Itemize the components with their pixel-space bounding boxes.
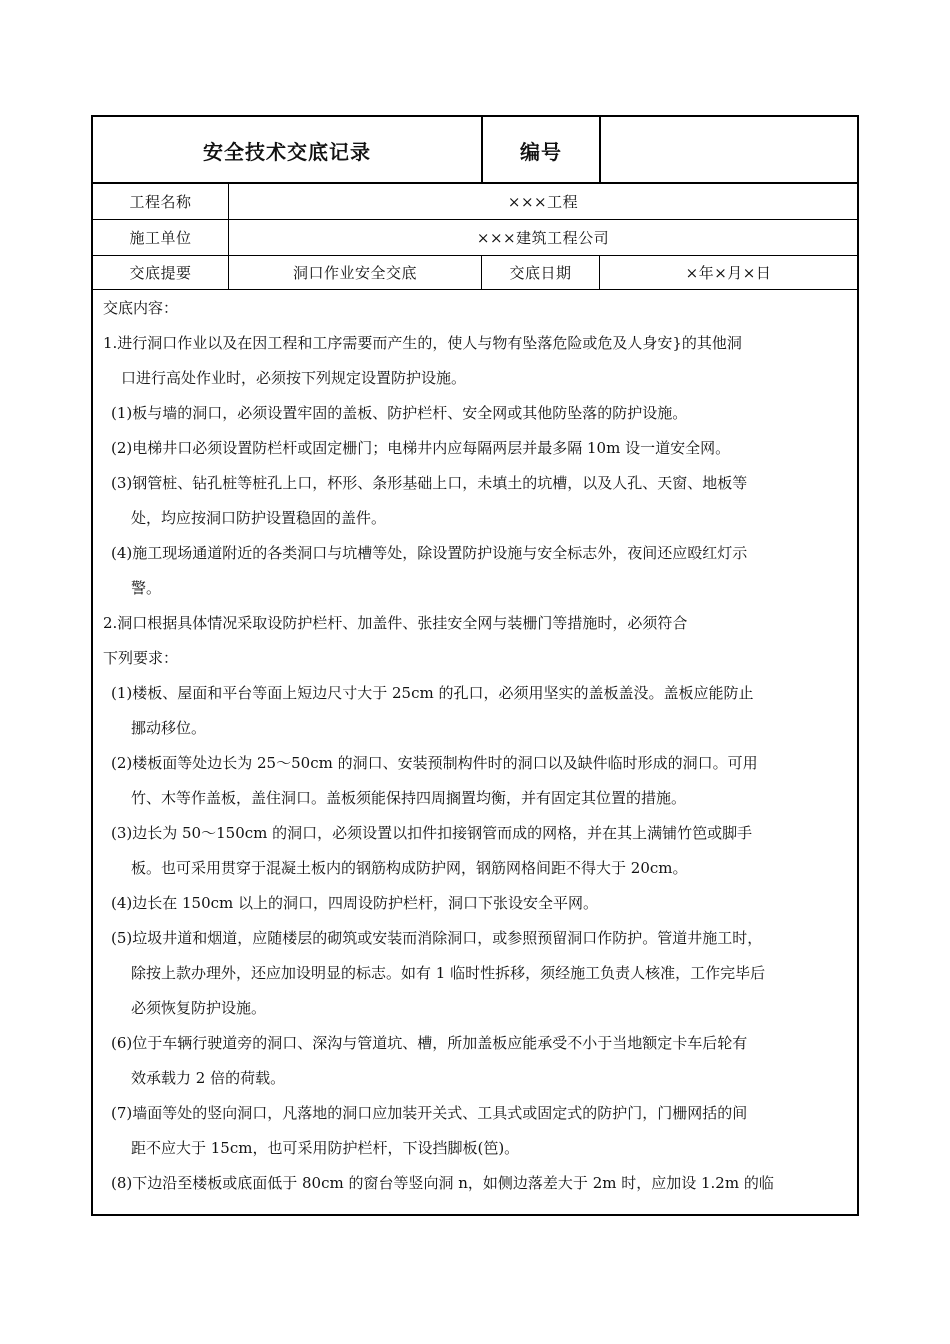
disclosure-summary-value: 洞口作业安全交底 [292,264,417,282]
item-line: (1)板与墙的洞口，必须设置牢固的盖板、防护栏杆、安全网或其他防坠落的防护设施。 [111,404,688,422]
disclosure-content [93,291,857,1201]
section-2-item-7 [101,1096,849,1166]
item-line: (4)施工现场通道附近的各类洞口与坑槽等处，除设置防护设施与安全标志外，夜间还应殴红灯示 [111,544,748,562]
item-line: (7)墙面等处的竖向洞口，凡落地的洞口应加装开关式、工具式或固定式的防护门，门栅网括的间 [111,1104,748,1122]
section-1-line: 1.进行洞口作业以及在因工程和工序需要而产生的，使人与物有坠落危险或危及人身安}的其他洞 [103,334,742,352]
section-2-item-6 [101,1026,849,1096]
section-2-item-2 [101,746,849,816]
construction-company-value: ×××建筑工程公司 [476,229,610,247]
section-2-line: 2.洞口根据具体情况采取设防护栏杆、加盖件、张挂安全网与装栅门等措施时，必须符合 [103,614,688,632]
project-name-label: 工程名称 [129,192,192,211]
item-line: (3)钢管桩、钻孔桩等桩孔上口，杯形、条形基础上口，未填土的坑槽，以及人孔、天窗、地板等 [111,474,748,492]
item-line: (5)垃圾井道和烟道，应随楼层的砌筑或安装而消除洞口，或参照预留洞口作防护。管道井施工时， [111,929,763,947]
section-1 [101,326,849,396]
section-1-item-4 [101,536,849,606]
item-line: (2)电梯井口必须设置防栏杆或固定栅门；电梯井内应每隔两层并最多隔 10m 设一道安全网。 [111,439,731,457]
project-name-value: ×××工程 [507,192,579,211]
section-1-item-2 [101,431,849,466]
table-divider [93,289,857,290]
safety-disclosure-record-table [91,115,859,1216]
section-2-item-4 [101,886,849,921]
content-heading: 交底内容： [103,299,179,317]
item-line: 挪动移位。 [131,719,207,737]
item-line: 效承载力 2 倍的荷载。 [131,1069,286,1087]
item-line: 距不应大于 15cm，也可采用防护栏杆，下设挡脚板(笆)。 [131,1139,520,1157]
number-value [601,117,857,183]
item-line: (8)下边沿至楼板或底面低于 80cm 的窗台等竖向洞 n，如侧边落差大于 2m 时，应加设 1.2m 的临 [111,1174,774,1192]
disclosure-summary-label: 交底提要 [129,264,192,282]
item-line: 板。也可采用贯穿于混凝土板内的钢筋构成防护网，钢筋网格间距不得大于 20cm。 [131,859,688,877]
item-line: 竹、木等作盖板，盖住洞口。盖板须能保持四周搁置均衡，并有固定其位置的措施。 [131,789,687,807]
disclosure-date-value: ×年×月×日 [685,264,772,282]
construction-company-label: 施工单位 [129,229,192,247]
disclosure-date-label: 交底日期 [509,264,572,282]
item-line: 除按上款办理外，还应加设明显的标志。如有 1 临时性拆移，须经施工负责人核准，工作完毕后 [131,964,766,982]
item-line: (3)边长为 50～150cm 的洞口，必须设置以扣件扣接钢管而成的网格，并在其上满铺竹笆或脚手 [111,824,753,842]
section-1-item-3 [101,466,849,536]
item-line: (2)楼板面等处边长为 25～50cm 的洞口、安装预制构件时的洞口以及缺件临时形成的洞口。可用 [111,754,758,772]
section-2-item-1 [101,676,849,746]
section-2-item-8 [101,1166,849,1201]
section-2-line: 下列要求： [103,649,179,667]
section-2 [101,606,849,641]
item-line: 处，均应按洞口防护设置稳固的盖件。 [131,509,387,527]
document-title: 安全技术交底记录 [203,139,371,164]
item-line: (6)位于车辆行驶道旁的洞口、深沟与管道坑、槽，所加盖板应能承受不小于当地额定卡车后轮有 [111,1034,748,1052]
section-1-line: 口进行高处作业时，必须按下列规定设置防护设施。 [121,369,467,387]
item-line: (4)边长在 150cm 以上的洞口，四周设防护栏杆，洞口下张设安全平网。 [111,894,599,912]
section-2-item-3 [101,816,849,886]
section-2-item-5 [101,921,849,1026]
item-line: 警。 [131,579,162,597]
number-label: 编号 [520,139,562,164]
section-1-item-1 [101,396,849,431]
item-line: (1)楼板、屋面和平台等面上短边尺寸大于 25cm 的孔口，必须用坚实的盖板盖没。盖板应能防止 [111,684,754,702]
item-line: 必须恢复防护设施。 [131,999,267,1017]
